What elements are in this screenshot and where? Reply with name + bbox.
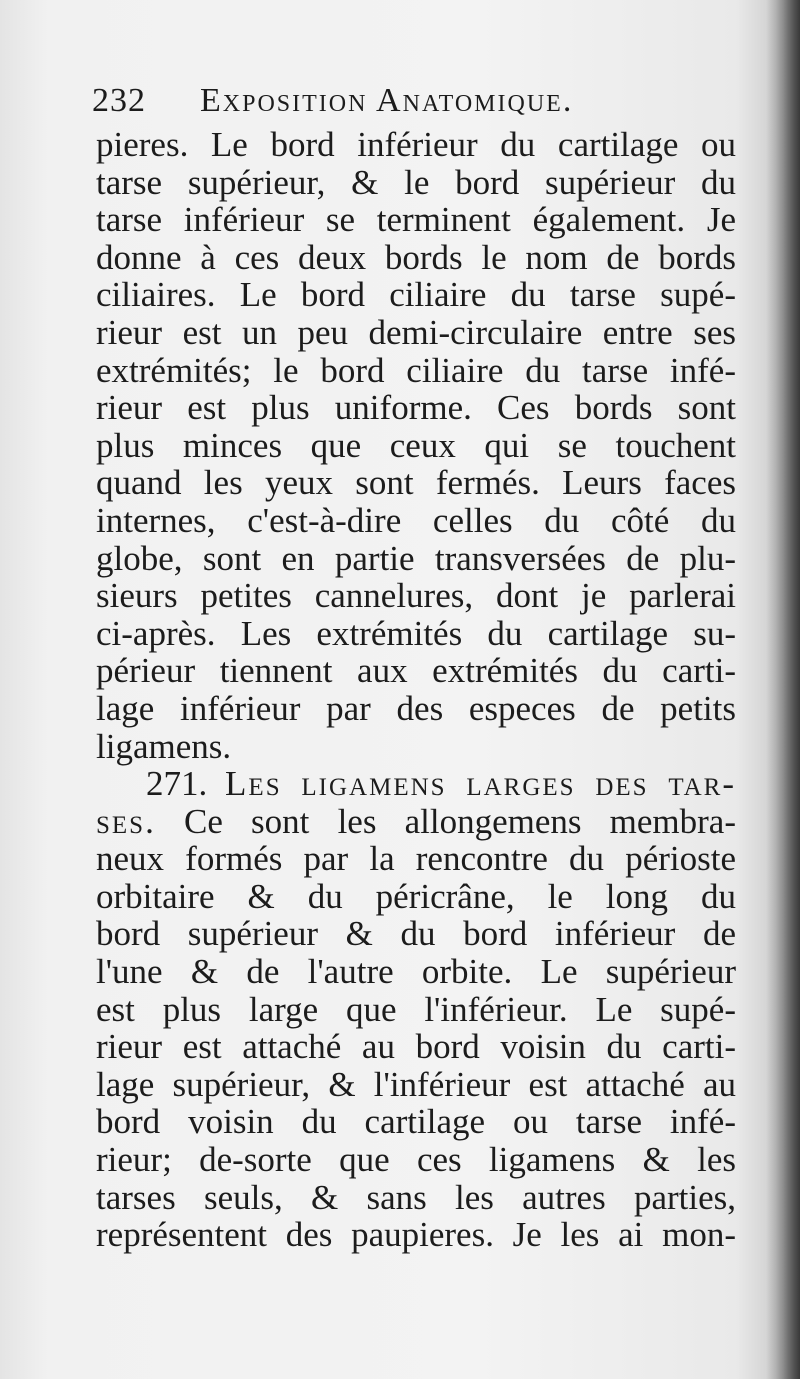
text-line: sieurs petites cannelures, dont je parlerai [96,576,736,616]
text-line: quand les yeux sont fermés. Leurs faces [96,463,736,503]
text-line: rieur est attaché au bord voisin du carti- [96,1027,736,1067]
text-line: représentent des paupieres. Je les ai mon- [96,1215,736,1255]
text-line: neux formés par la rencontre du périoste [96,839,736,879]
text-line: tarse inférieur se terminent également. Je [96,200,736,240]
running-title: Exposition Anatomique. [200,82,574,119]
text-line: donne à ces deux bords le nom de bords [96,237,736,277]
text-line: lage supérieur, & l'inférieur est attaché au [96,1064,736,1104]
text-line: orbitaire & du péricrâne, le long du [96,876,736,916]
section-heading-continued: ses. [96,801,156,841]
text-line: est plus large que l'inférieur. Le supé- [96,989,736,1029]
page-gutter-shadow [766,0,800,1379]
text-line: périeur tiennent aux extrémités du carti- [96,651,736,691]
text-line: tarse supérieur, & le bord supérieur du [96,162,736,202]
section-text-start: Ce sont les allongemens membra- [184,801,736,841]
section-heading: Les ligamens larges des tar- [225,764,737,804]
text-line: tarses seuls, & sans les autres parties, [96,1177,736,1217]
text-line: ci-après. Les extrémités du cartilage su- [96,613,736,653]
text-line: pieres. Le bord inférieur du cartilage ou [96,125,736,164]
text-line: ligamens. [96,726,232,766]
text-line: lage inférieur par des especes de petits [96,688,736,728]
section-number: 271. [146,764,208,804]
text-line: globe, sont en partie transversées de plu- [96,538,736,578]
text-line: ciliaires. Le bord ciliaire du tarse supé- [96,275,736,315]
page-header [92,82,742,128]
page-number: 232 [92,82,146,119]
text-line: bord supérieur & du bord inférieur de [96,914,736,954]
text-line: rieur; de-sorte que ces ligamens & les [96,1140,736,1180]
text-line: bord voisin du cartilage ou tarse infé- [96,1102,736,1142]
text-line: rieur est un peu demi-circulaire entre ses [96,312,736,352]
text-line: extrémités; le bord ciliaire du tarse infé- [96,350,736,390]
body-text [96,126,736,1254]
text-line: l'une & de l'autre orbite. Le supérieur [96,952,736,992]
text-line: plus minces que ceux qui se touchent [96,425,736,465]
section-heading-line [96,803,736,841]
text-line: rieur est plus uniforme. Ces bords sont [96,388,736,428]
text-line: internes, c'est-à-dire celles du côté du [96,500,736,540]
section-heading-line [96,765,736,803]
